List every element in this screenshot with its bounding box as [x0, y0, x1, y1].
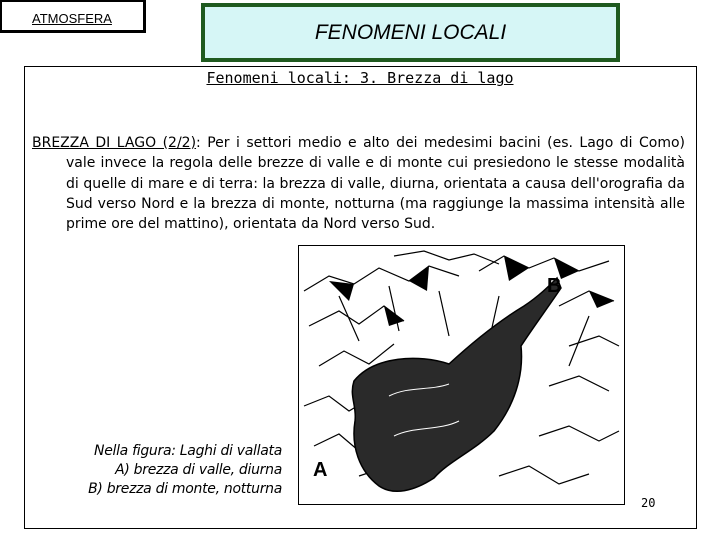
section-tag-box [0, 0, 146, 33]
page-number: 20 [641, 496, 656, 510]
figure-caption-line-1: Nella figura: Laghi di vallata [94, 443, 282, 459]
slide-title-box [201, 3, 620, 62]
valley-lake-figure [298, 245, 625, 505]
paragraph-lead: BREZZA DI LAGO (2/2) [32, 135, 197, 151]
slide-title: FENOMENI LOCALI [314, 21, 507, 44]
paragraph-body: : Per i settori medio e alto dei medesimi bacini (es. Lago di Como) vale invece la regola delle brezze di valle e di monte cui presiedono le stesse modalità di quelle di mare e di terra: la brezza di valle, diurna, orientata a causa dell'orografia da Sud verso Nord e la brezza di monte, notturna (ma raggiunge la massima intensità alle prime ore del mattino), orientata da Nord verso Sud. [66, 135, 685, 233]
lake-shape [352, 278, 561, 491]
label-b: B [547, 275, 562, 297]
figure-caption-line-2: A) brezza di valle, diurna [115, 462, 282, 478]
lake-sketch [299, 246, 624, 504]
body-paragraph [32, 133, 685, 234]
section-tag: ATMOSFERA [32, 11, 112, 26]
label-a: A [313, 459, 328, 481]
subtitle: Fenomeni locali: 3. Brezza di lago [206, 69, 514, 87]
figure-caption-line-3: B) brezza di monte, notturna [88, 481, 282, 497]
